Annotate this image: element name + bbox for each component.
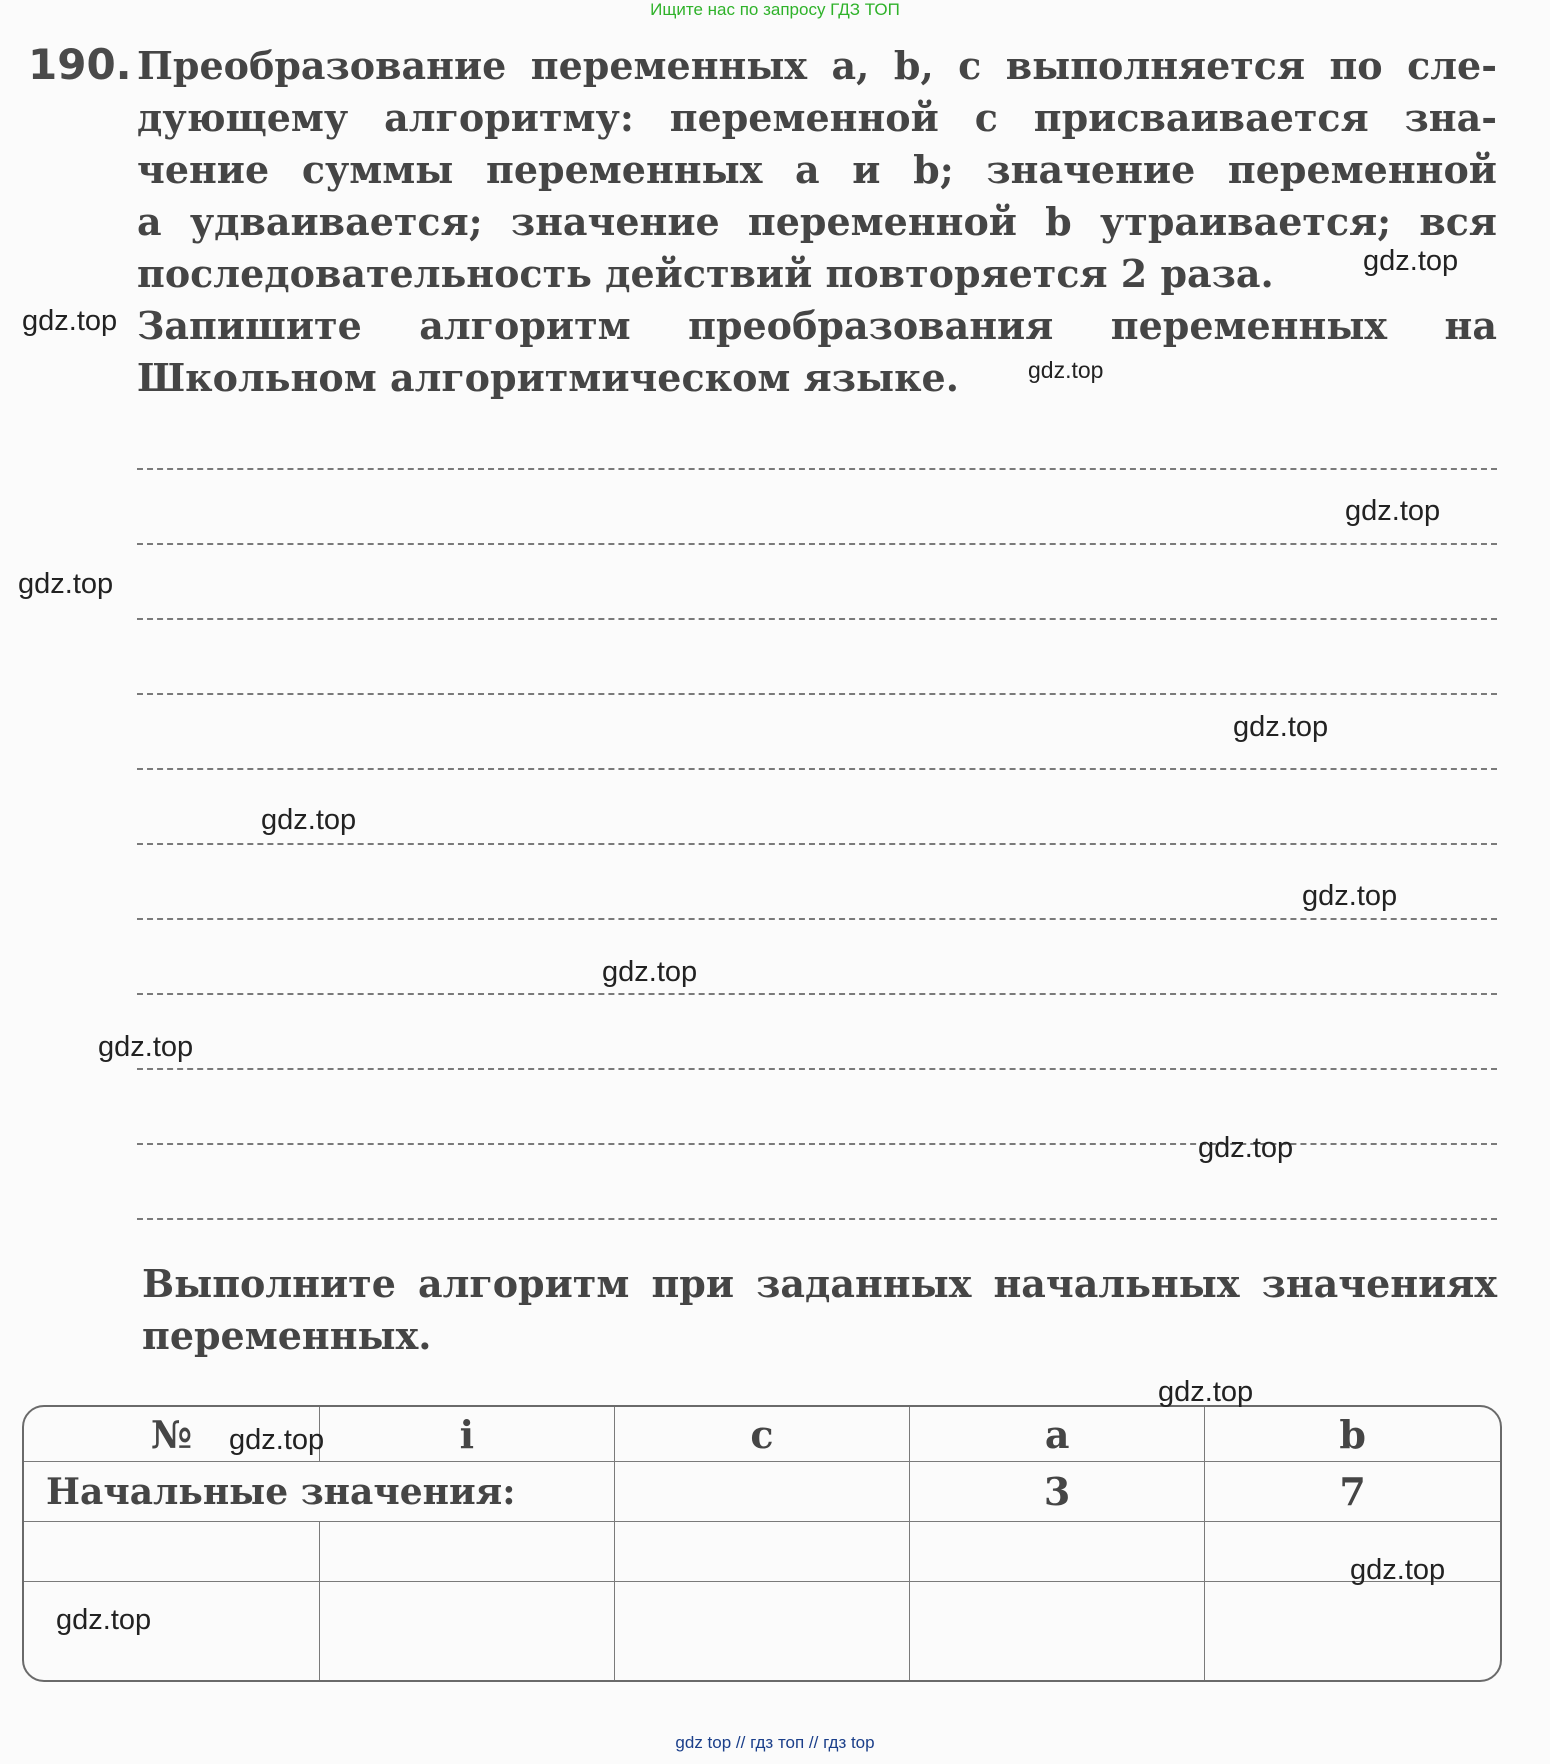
watermark-text: gdz.top	[229, 1424, 325, 1456]
watermark-text: gdz.top	[18, 568, 114, 600]
watermark-text: gdz.top	[1233, 711, 1329, 743]
watermark-text: gdz.top	[602, 956, 698, 988]
watermark-text: gdz.top	[1158, 1376, 1254, 1408]
watermark-text: gdz.top	[56, 1604, 152, 1636]
table-cell[interactable]	[24, 1522, 319, 1582]
table-cell[interactable]	[319, 1522, 614, 1582]
table-cell[interactable]	[910, 1522, 1205, 1582]
answer-line[interactable]	[137, 543, 1497, 545]
task-text-line: дующему алгоритму: переменной c присваивается зна-	[137, 95, 1497, 140]
answer-line[interactable]	[137, 993, 1497, 995]
task-text-line: a удваивается; значение переменной b утраивается; вся	[137, 199, 1497, 244]
watermark-text: gdz.top	[1302, 880, 1398, 912]
col-header-c: c	[614, 1407, 909, 1462]
col-header-i: i	[319, 1407, 614, 1462]
exercise-text-line: Выполните алгоритм при заданных начальных значениях	[142, 1261, 1497, 1306]
task-instruction-line: Школьном алгоритмическом языке.	[137, 355, 959, 400]
watermark-text: gdz.top	[98, 1031, 194, 1063]
answer-line[interactable]	[137, 618, 1497, 620]
top-banner[interactable]: Ищите нас по запросу ГДЗ ТОП	[650, 0, 900, 19]
task-number: 190.	[28, 40, 132, 89]
answer-line[interactable]	[137, 1218, 1497, 1220]
answer-line[interactable]	[137, 1068, 1497, 1070]
task-text-line: последовательность действий повторяется 2 раза.	[137, 251, 1274, 296]
initial-values-label: Начальные значения:	[24, 1462, 614, 1522]
watermark-text: gdz.top	[1198, 1132, 1294, 1164]
answer-line[interactable]	[137, 693, 1497, 695]
watermark-text: gdz.top	[22, 305, 118, 337]
watermark-text: gdz.top	[1350, 1554, 1446, 1586]
answer-line[interactable]	[137, 843, 1497, 845]
cell-initial-b: 7	[1205, 1462, 1500, 1522]
cell-initial-c[interactable]	[614, 1462, 909, 1522]
watermark-text: gdz.top	[1345, 495, 1441, 527]
watermark-text: gdz.top	[1028, 357, 1104, 383]
table-cell[interactable]	[1205, 1582, 1500, 1680]
task-text-line: чение суммы переменных a и b; значение переменной	[137, 147, 1497, 192]
table-cell[interactable]	[319, 1582, 614, 1680]
table-cell[interactable]	[910, 1582, 1205, 1680]
col-header-b: b	[1205, 1407, 1500, 1462]
answer-line[interactable]	[137, 918, 1497, 920]
col-header-number: №	[24, 1407, 319, 1462]
table-cell[interactable]	[614, 1582, 909, 1680]
watermark-text: gdz.top	[261, 804, 357, 836]
answer-line[interactable]	[137, 468, 1497, 470]
table-cell[interactable]	[614, 1522, 909, 1582]
task-instruction-line: Запишите алгоритм преобразования переменных на	[137, 303, 1497, 348]
cell-initial-a: 3	[910, 1462, 1205, 1522]
col-header-a: a	[910, 1407, 1205, 1462]
task-text-line: Преобразование переменных a, b, c выполняется по сле-	[137, 43, 1497, 88]
watermark-text: gdz.top	[1363, 245, 1459, 277]
footer-links[interactable]: gdz top // гдз топ // гдз top	[675, 1733, 875, 1752]
exercise-text-line: переменных.	[142, 1313, 432, 1358]
answer-line[interactable]	[137, 768, 1497, 770]
